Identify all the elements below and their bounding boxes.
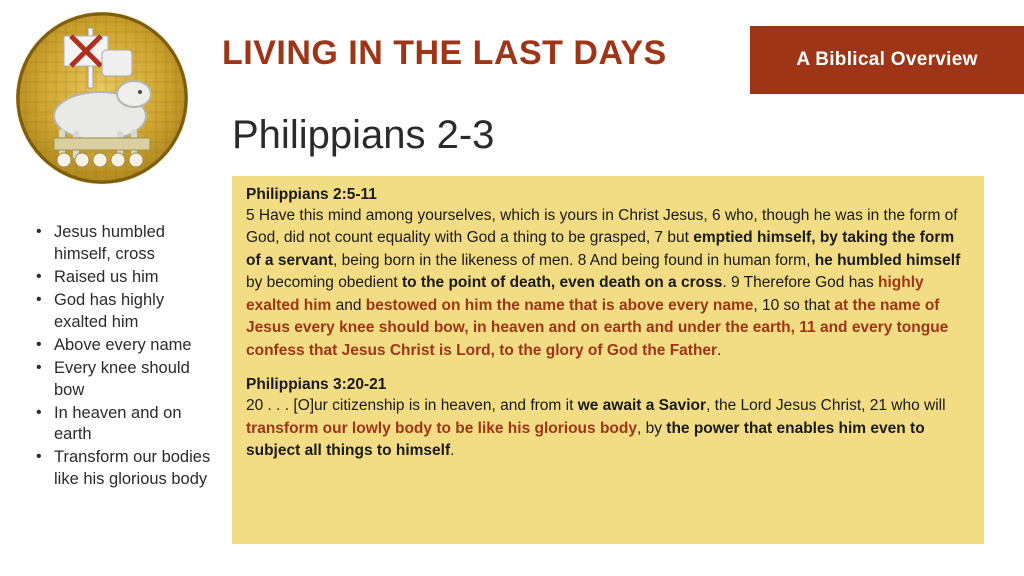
page-title: LIVING IN THE LAST DAYS [222, 34, 667, 72]
passage-heading: Philippians 2-3 [232, 113, 495, 157]
subtitle-banner [750, 26, 1024, 94]
scripture-text-1: 5 Have this mind among yourselves, which is yours in Christ Jesus, 6 who, though he was in the form of God, did not count equality with God a thing to be grasped, 7 but emptied himself, by taking the form of a servant, being born in the likeness of men. 8 And being found in human form, he humbled himself by becoming obedient to the point of death, even death on a cross. 9 Therefore God has highly exalted him and bestowed on him the name that is above every name, 10 so that at the name of Jesus every knee should bow, in heaven and on earth and under the earth, 11 and every tongue confess that Jesus Christ is Lord, to the glory of God the Father. [246, 207, 961, 359]
logo-svg [16, 12, 188, 184]
list-item: • God has highly exalted him [28, 290, 218, 334]
list-item: • Transform our bodies like his glorious body [28, 447, 218, 491]
list-item: • Raised us him [28, 267, 218, 289]
list-item: • In heaven and on earth [28, 403, 218, 447]
scripture-reference-1: Philippians 2:5-11 [246, 186, 377, 203]
scripture-reference-2: Philippians 3:20-21 [246, 376, 387, 394]
mosaic-lamb-of-god-icon [16, 12, 188, 184]
scripture-text-2: 20 . . . [O]ur citizenship is in heaven, and from it we await a Savior, the Lord Jesus Christ, 21 who will transform our lowly body to be like his glorious body, by the power that enables him even to subject all things to himself. [246, 397, 946, 460]
panel-spacer [246, 362, 972, 376]
subtitle-text: A Biblical Overview [796, 49, 978, 70]
list-item: • Jesus humbled himself, cross [28, 222, 218, 266]
bullet-list [28, 222, 218, 492]
list-item: • Above every name [28, 335, 218, 357]
list-item: • Every knee should bow [28, 358, 218, 402]
scripture-panel [232, 176, 984, 544]
